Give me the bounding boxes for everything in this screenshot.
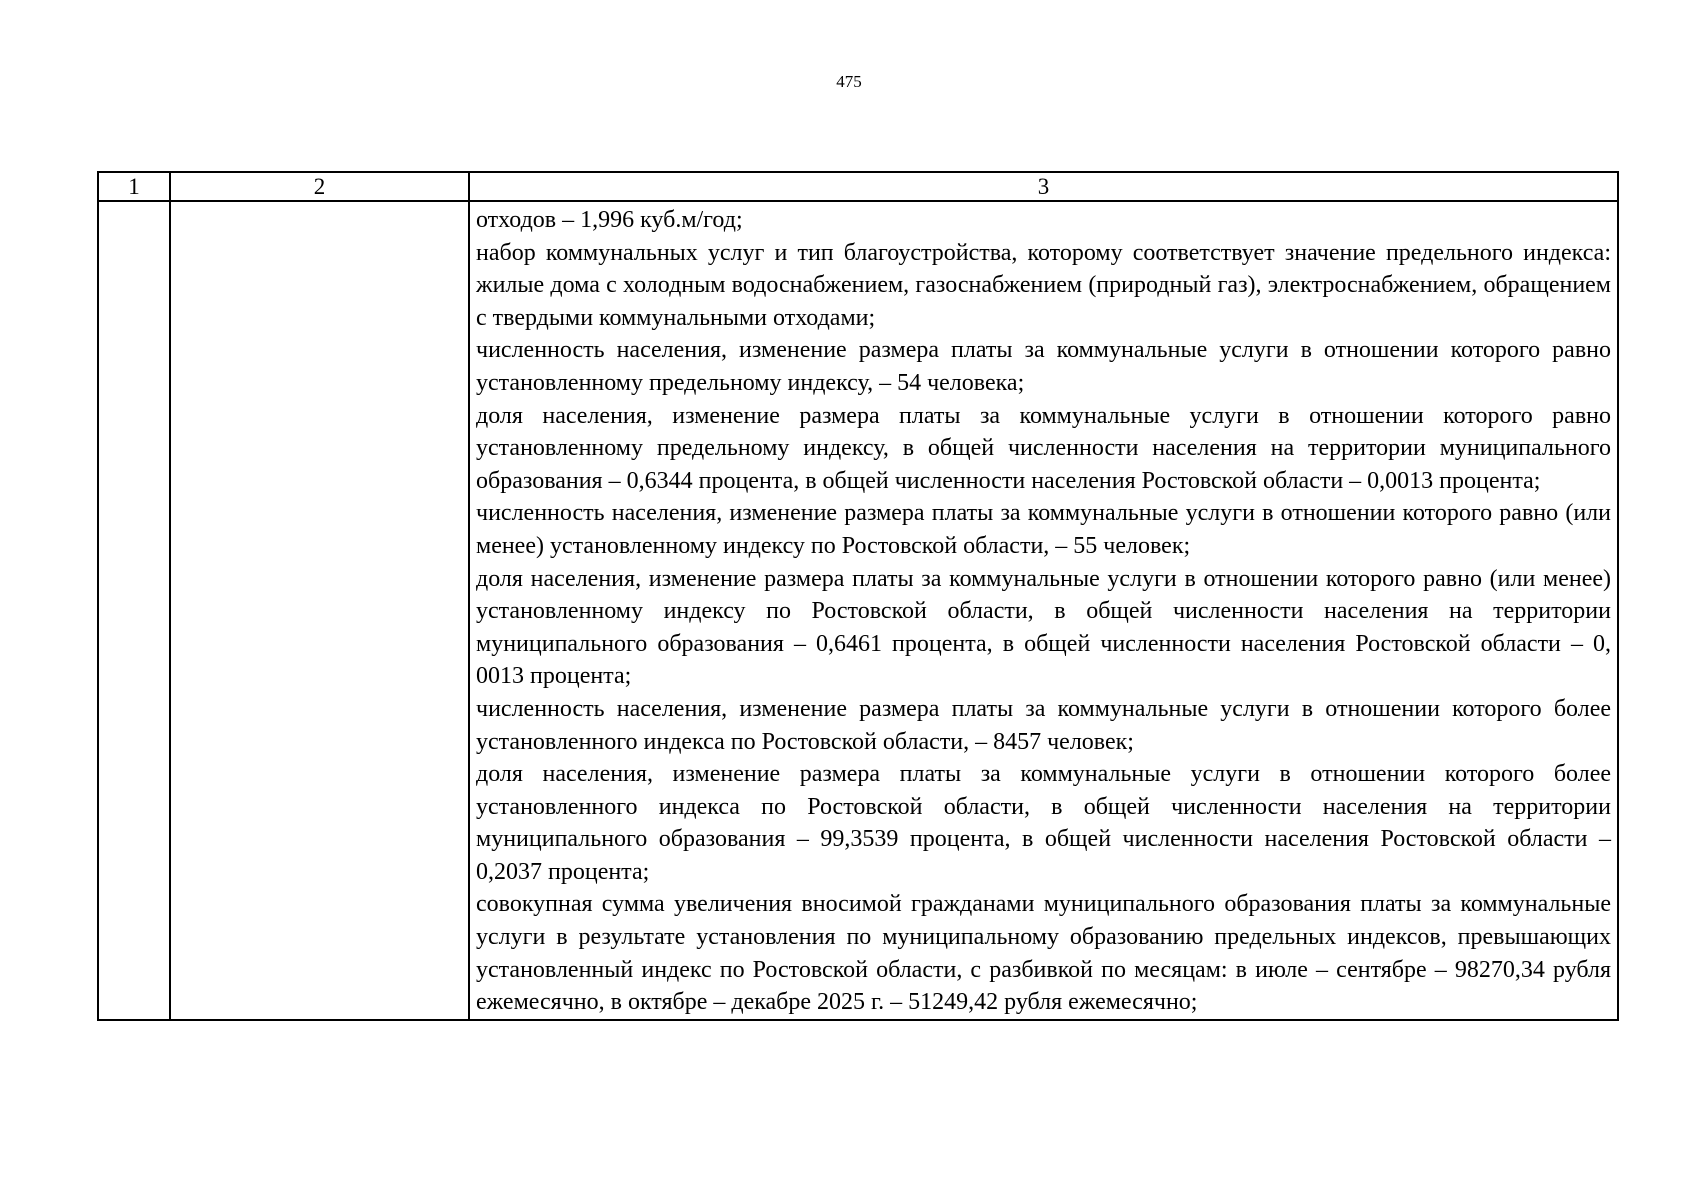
paragraph-total-increase: совокупная сумма увеличения вносимой гражданами муниципального образования платы за коммунальные услуги в результате установления по муниципальному образованию предельных индексов, превышающих установленный индекс по Ростовской области, с разбивкой по месяцам: в июле – сентябре – 98270,34 рубля ежемесячно, в октябре – декабре 2025 г. – 51249,42 рубля ежемесячно; — [476, 891, 1611, 1016]
column-header-3: 3 — [469, 172, 1618, 201]
cell-col2 — [170, 201, 469, 1020]
paragraph-population-less: численность населения, изменение размера платы за коммунальные услуги в отношении которого равно (или менее) установленному индексу по Ростовской области, – 55 человек; — [476, 500, 1611, 559]
paragraph-share-more: доля населения, изменение размера платы за коммунальные услуги в отношении которого более установленного индекса по Ростовской области, в общей численности населения на территории муниципального образования – 99,3539 процента, в общей численности населения Ростовской области – 0,2037 процента; — [476, 761, 1611, 885]
cell-col1 — [98, 201, 170, 1020]
page-number: 475 — [836, 72, 862, 91]
document-table — [97, 171, 1619, 1021]
paragraph-population-more: численность населения, изменение размера платы за коммунальные услуги в отношении которого более установленного индекса по Ростовской области, – 8457 человек; — [476, 695, 1611, 755]
cell-col3 — [469, 201, 1618, 1020]
column-header-2: 2 — [170, 172, 469, 201]
table-header-row — [98, 172, 1618, 201]
paragraph-waste-volume: отходов – 1,996 куб.м/год; — [476, 207, 743, 233]
paragraph-share-equal: доля населения, изменение размера платы за коммунальные услуги в отношении которого равно установленному предельному индексу, в общей численности населения на территории муниципального образования – 0,6344 процента, в общей численности населения Ростовской области – 0,0013 процента; — [476, 402, 1611, 494]
paragraph-population-equal: численность населения, изменение размера платы за коммунальные услуги в отношении которого равно установленному предельному индексу, – 54 человека; — [476, 337, 1611, 396]
table-row — [98, 201, 1618, 1020]
paragraph-services-set: набор коммунальных услуг и тип благоустройства, которому соответствует значение предельного индекса: жилые дома с холодным водоснабжением, газоснабжением (природный газ), электроснабжением, обращением с твердыми коммунальными отходами; — [476, 239, 1611, 331]
paragraph-share-less: доля населения, изменение размера платы за коммунальные услуги в отношении которого равно (или менее) установленному индексу по Ростовской области, в общей численности населения на территории муниципального образования – 0,6461 процента, в общей численности населения Ростовской области – 0, 0013 процента; — [476, 565, 1611, 690]
column-header-1: 1 — [98, 172, 170, 201]
